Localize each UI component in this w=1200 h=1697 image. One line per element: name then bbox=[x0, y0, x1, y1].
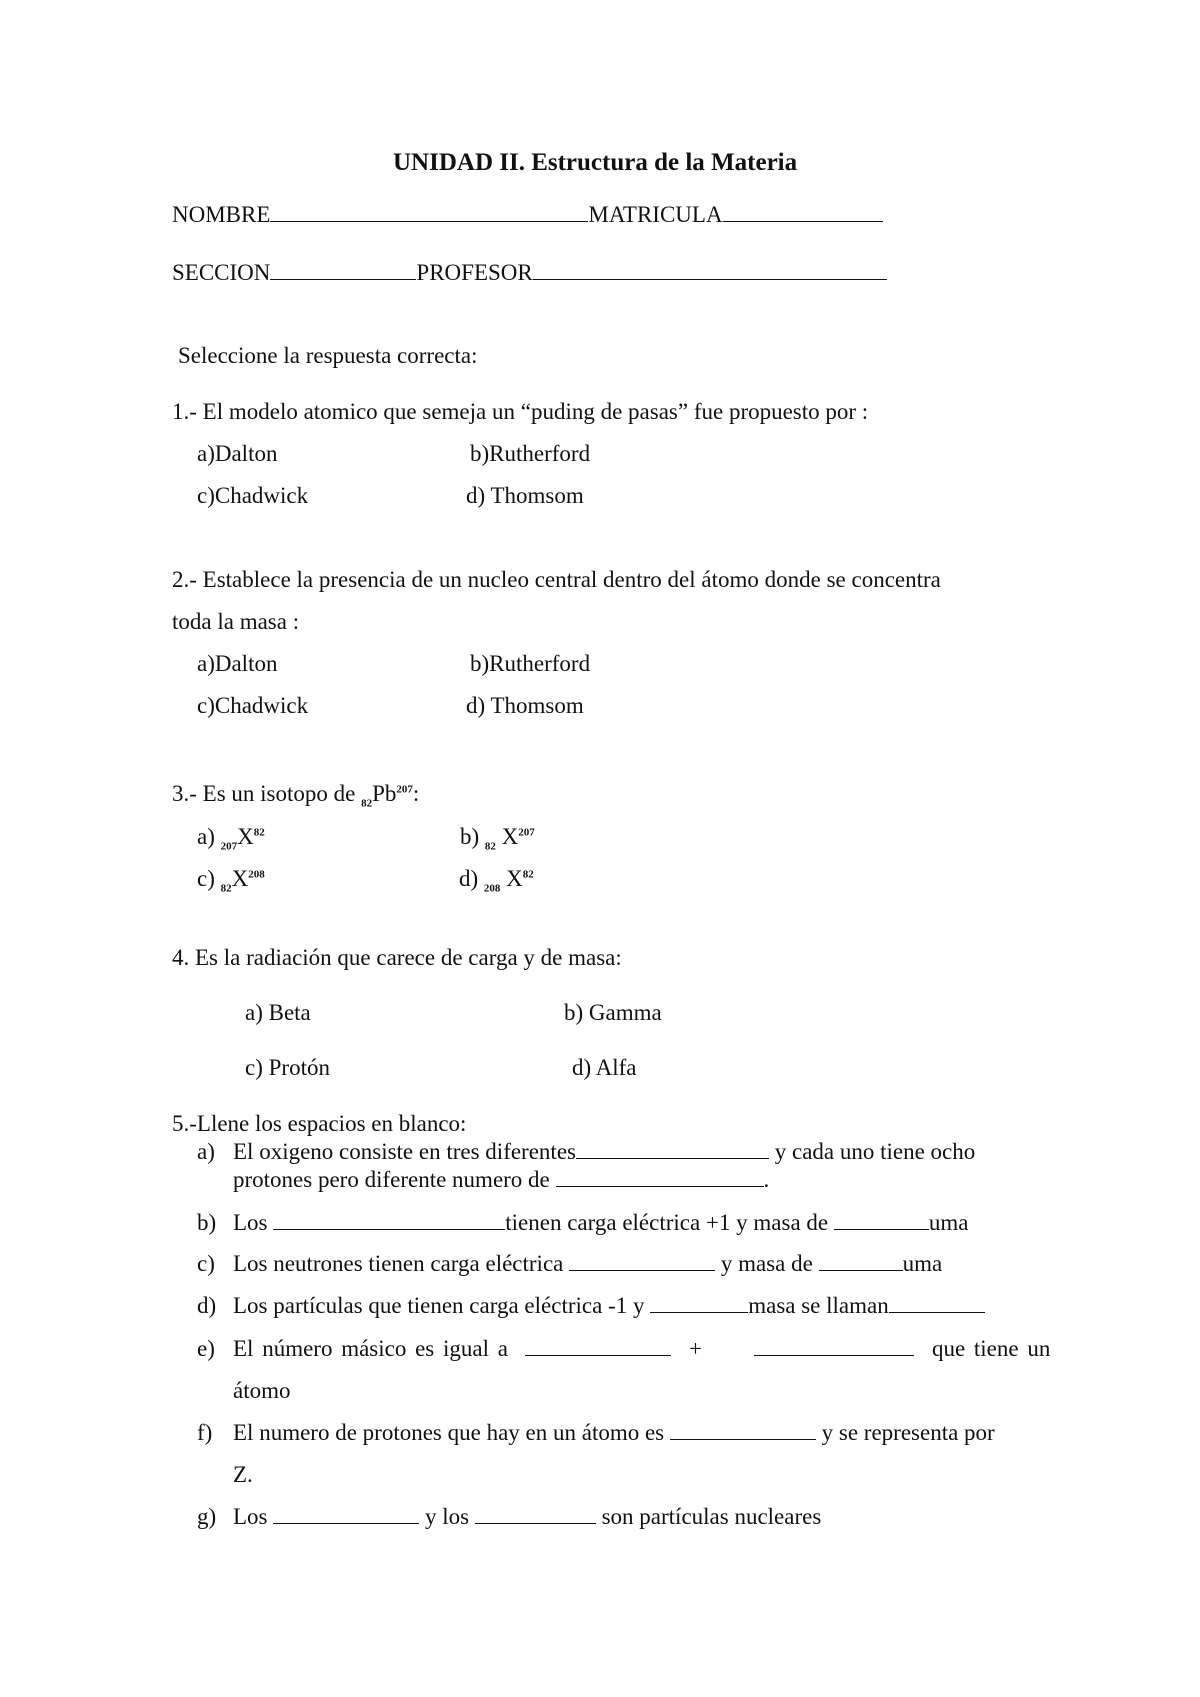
profesor-blank[interactable] bbox=[533, 261, 887, 280]
q5-item-f-label: f) bbox=[197, 1420, 213, 1445]
q3-reference-isotope: $_{82}Pb^{207}$: bbox=[361, 781, 420, 810]
q5b-blank-1[interactable] bbox=[273, 1211, 505, 1230]
matricula-blank[interactable] bbox=[723, 203, 883, 222]
q5f-blank-1[interactable] bbox=[670, 1421, 816, 1440]
q4-option-c[interactable]: c) Protón bbox=[245, 1055, 330, 1080]
q5b-blank-2[interactable] bbox=[834, 1211, 929, 1230]
q1-option-a[interactable]: a)Dalton bbox=[197, 441, 278, 466]
q2-option-b[interactable]: b)Rutherford bbox=[470, 651, 591, 676]
q5d-blank-2[interactable] bbox=[889, 1294, 985, 1313]
q5-item-c-label: c) bbox=[197, 1251, 215, 1276]
q1-option-c[interactable]: c)Chadwick bbox=[197, 483, 309, 508]
q3-option-d[interactable]: d) $_{208}$ $X^{82}$ bbox=[459, 866, 534, 895]
q5-item-a-line-2: protones pero diferente numero de . bbox=[233, 1167, 770, 1192]
q3-option-c[interactable]: c) $_{82}X^{208}$ bbox=[197, 866, 265, 895]
nombre-blank[interactable] bbox=[270, 203, 588, 222]
q1-option-b[interactable]: b)Rutherford bbox=[470, 441, 591, 466]
q5-item-f-line-1: El numero de protones que hay en un átomo es y se representa por bbox=[233, 1420, 995, 1445]
q5-item-a-label: a) bbox=[197, 1139, 215, 1164]
q5-item-d-label: d) bbox=[197, 1293, 217, 1318]
q5-item-d: Los partículas que tienen carga eléctrica -1 y masa se llaman bbox=[233, 1294, 985, 1317]
q5c-blank-2[interactable] bbox=[819, 1252, 903, 1271]
q4-option-b[interactable]: b) Gamma bbox=[564, 1000, 662, 1025]
instruction: Seleccione la respuesta correcta: bbox=[178, 343, 478, 368]
q3-prefix: 3.- Es un isotopo de bbox=[172, 781, 356, 806]
question-4: 4. Es la radiación que carece de carga y de masa: bbox=[172, 945, 622, 970]
q5g-blank-1[interactable] bbox=[273, 1505, 419, 1524]
q4-option-d[interactable]: d) Alfa bbox=[572, 1055, 637, 1080]
q5-item-e-line-2: átomo bbox=[233, 1378, 291, 1403]
question-2-line-1: 2.- Establece la presencia de un nucleo central dentro del átomo donde se concentra bbox=[172, 567, 941, 592]
q5-item-g: Los y los son partículas nucleares bbox=[233, 1504, 822, 1529]
q5-item-f-line-2: Z. bbox=[233, 1462, 253, 1487]
q5-item-b-label: b) bbox=[197, 1210, 217, 1235]
q5d-blank-1[interactable] bbox=[650, 1294, 748, 1313]
q5c-blank-1[interactable] bbox=[569, 1252, 715, 1271]
q3-option-b[interactable]: b) $_{82}$ $X^{207}$ bbox=[460, 824, 535, 853]
q5-item-c: Los neutrones tienen carga eléctrica y masa de uma bbox=[233, 1251, 943, 1276]
q2-option-c[interactable]: c)Chadwick bbox=[197, 693, 309, 718]
q5-item-b: Los tienen carga eléctrica +1 y masa de uma bbox=[233, 1210, 969, 1235]
q4-option-a[interactable]: a) Beta bbox=[245, 1000, 311, 1025]
q5-item-g-label: g) bbox=[197, 1504, 217, 1529]
question-3 bbox=[172, 781, 420, 810]
q5e-blank-1[interactable] bbox=[525, 1337, 671, 1356]
question-2-line-2: toda la masa : bbox=[172, 609, 300, 634]
matricula-label: MATRICULA bbox=[588, 202, 723, 227]
q3-option-a[interactable]: a) $_{207}X^{82}$ bbox=[197, 824, 265, 853]
page-title: UNIDAD II. Estructura de la Materia bbox=[393, 149, 798, 176]
question-5-heading: 5.-Llene los espacios en blanco: bbox=[172, 1111, 467, 1136]
q5g-blank-2[interactable] bbox=[475, 1505, 596, 1524]
q1-option-d[interactable]: d) Thomsom bbox=[466, 483, 584, 508]
q5a-blank-2[interactable] bbox=[556, 1168, 764, 1187]
q5a-blank-1[interactable] bbox=[576, 1140, 769, 1159]
q5e-blank-2[interactable] bbox=[754, 1337, 914, 1356]
seccion-blank[interactable] bbox=[270, 261, 416, 280]
seccion-field[interactable] bbox=[172, 261, 887, 284]
q5-item-e-label: e) bbox=[197, 1336, 215, 1361]
q5-item-e-line-1: El número másico es igual a + que tiene un bbox=[233, 1336, 1051, 1361]
q5-item-a-line-1: El oxigeno consiste en tres diferentes y cada uno tiene ocho bbox=[233, 1139, 976, 1164]
profesor-label: PROFESOR bbox=[416, 260, 533, 285]
nombre-label: NOMBRE bbox=[172, 202, 271, 227]
nombre-field[interactable] bbox=[172, 203, 883, 226]
q2-option-d[interactable]: d) Thomsom bbox=[466, 693, 584, 718]
q2-option-a[interactable]: a)Dalton bbox=[197, 651, 278, 676]
question-1: 1.- El modelo atomico que semeja un “puding de pasas” fue propuesto por : bbox=[172, 399, 869, 424]
seccion-label: SECCION bbox=[172, 260, 271, 285]
